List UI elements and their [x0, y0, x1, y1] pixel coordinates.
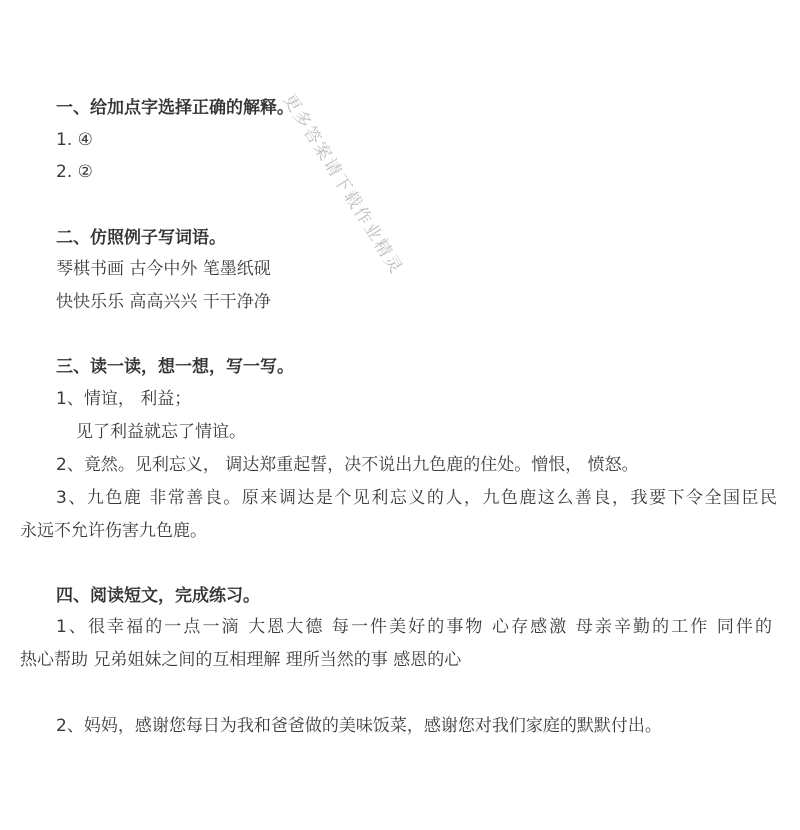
section-3-heading: 三、读一读，想一想，写一写。: [56, 357, 294, 377]
section-1-answer-1: 1. ④: [56, 130, 93, 150]
section-3-line-1: 1、情谊， 利益；: [56, 389, 192, 409]
section-3-line-5: 永远不允许伤害九色鹿。: [20, 521, 207, 541]
section-2-line-1: 琴棋书画 古今中外 笔墨纸砚: [56, 259, 271, 279]
section-2-line-2: 快快乐乐 高高兴兴 干干净净: [56, 292, 271, 312]
section-3-line-3: 2、竟然。见利忘义， 调达郑重起誓，决不说出九色鹿的住处。憎恨， 愤怒。: [56, 455, 639, 475]
section-4-line-3: 2、妈妈，感谢您每日为我和爸爸做的美味饭菜，感谢您对我们家庭的默默付出。: [56, 716, 662, 736]
section-4-line-2: 热心帮助 兄弟姐妹之间的互相理解 理所当然的事 感恩的心: [20, 650, 462, 670]
section-1-answer-2: 2. ②: [56, 162, 93, 182]
section-4-line-1: 1、很幸福的一点一滴 大恩大德 每一件美好的事物 心存感激 母亲辛勤的工作 同伴的: [56, 617, 772, 637]
watermark-text: 更多答案请下载作业精灵: [278, 90, 407, 279]
section-2-heading: 二、仿照例子写词语。: [56, 228, 226, 248]
section-3-line-2: 见了利益就忘了情谊。: [76, 422, 246, 442]
section-4-heading: 四、阅读短文，完成练习。: [56, 586, 260, 606]
section-1-heading: 一、给加点字选择正确的解释。: [56, 98, 294, 118]
section-3-line-4: 3、九色鹿 非常善良。原来调达是个见利忘义的人，九色鹿这么善良，我要下令全国臣民: [56, 488, 777, 508]
